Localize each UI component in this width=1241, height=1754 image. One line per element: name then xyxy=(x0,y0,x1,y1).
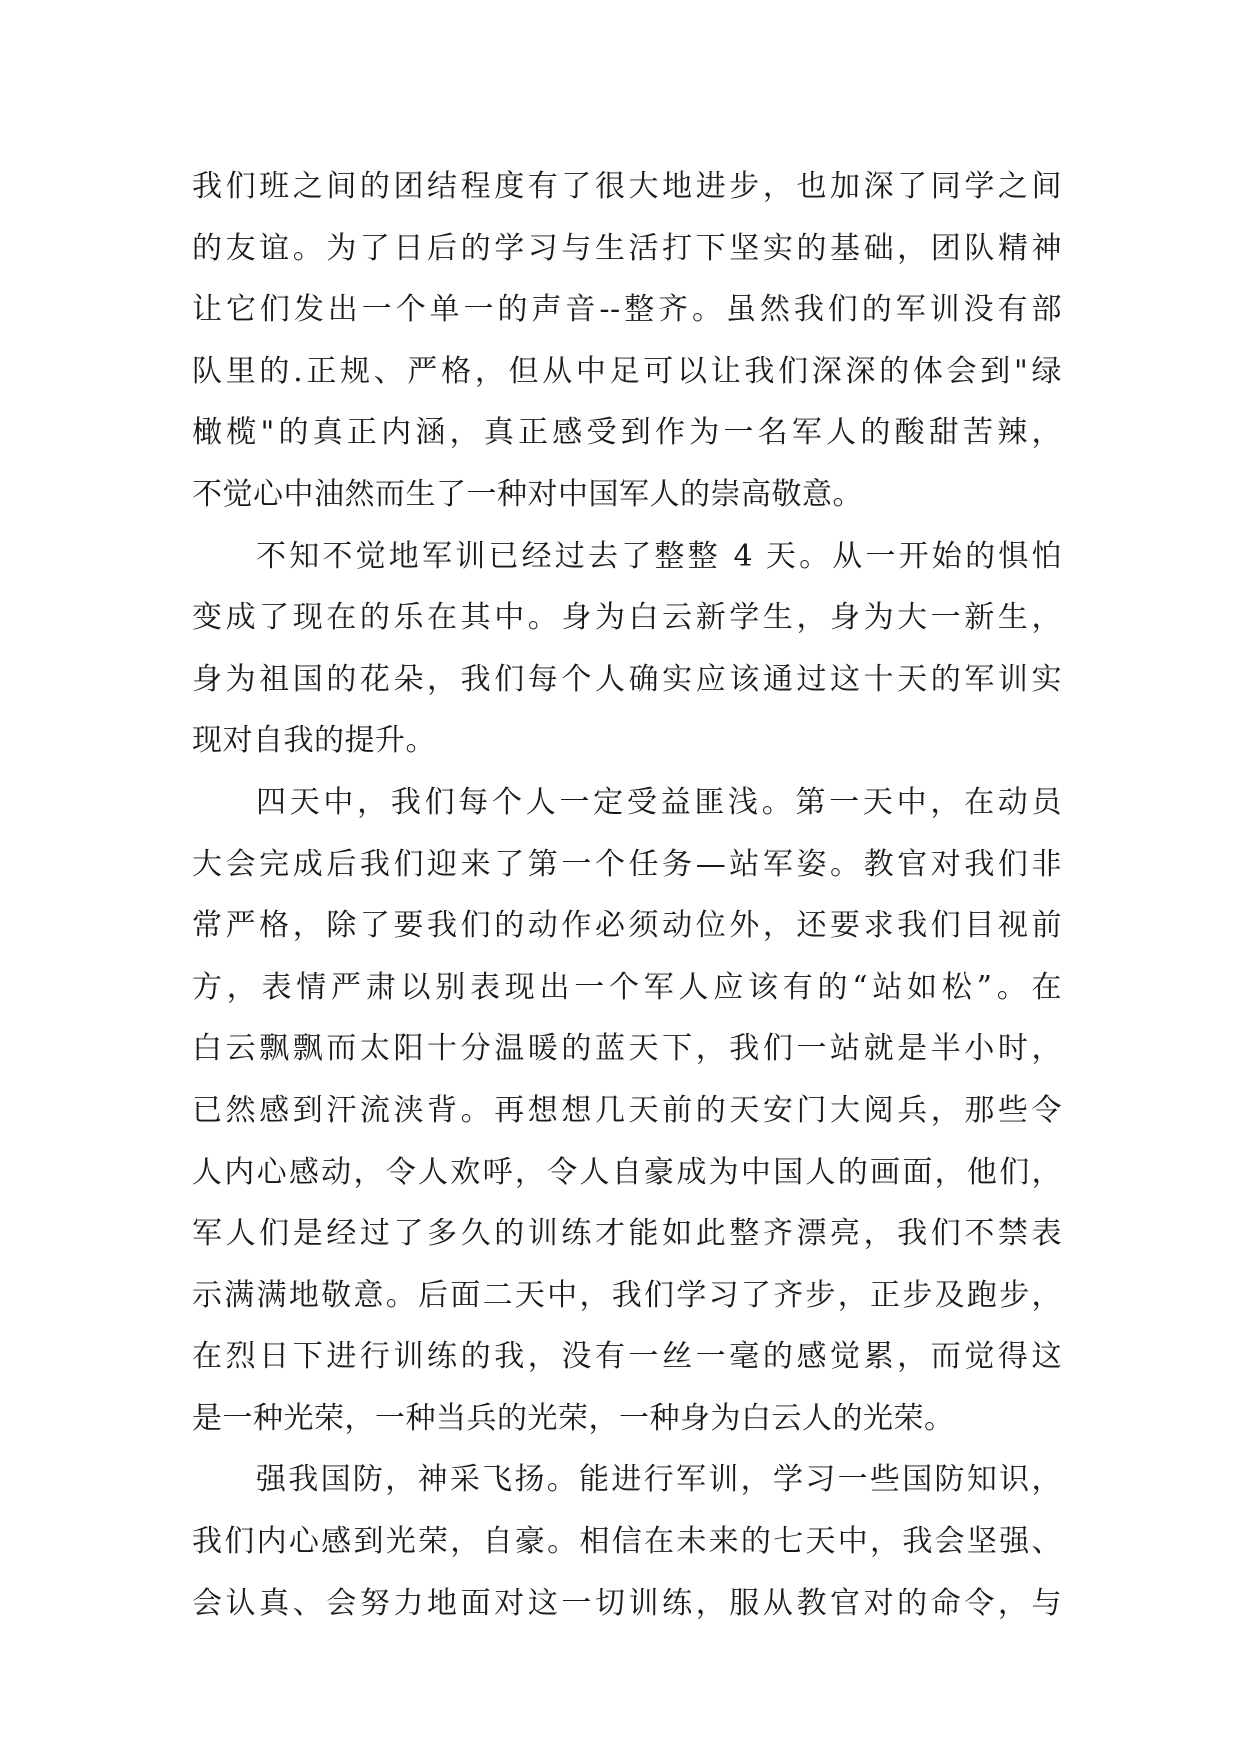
text-line: 已然感到汗流浃背。再想想几天前的天安门大阅兵，那些令 xyxy=(192,1092,1062,1128)
text-line: 军人们是经过了多久的训练才能如此整齐漂亮，我们不禁表 xyxy=(192,1216,1062,1252)
text-line: 大会完成后我们迎来了第一个任务—站军姿。教官对我们非 xyxy=(192,846,1062,882)
text-line: 在烈日下进行训练的我，没有一丝一毫的感觉累，而觉得这 xyxy=(192,1339,1062,1375)
text-line: 白云飘飘而太阳十分温暖的蓝天下，我们一站就是半小时， xyxy=(192,1031,1062,1067)
text-line: 橄榄"的真正内涵，真正感受到作为一名军人的酸甜苦辣， xyxy=(192,415,1062,451)
text-line: 强我国防，神采飞扬。能进行军训，学习一些国防知识， xyxy=(256,1462,1062,1498)
text-line: 四天中，我们每个人一定受益匪浅。第一天中，在动员 xyxy=(256,784,1062,820)
text-line: 会认真、会努力地面对这一切训练，服从教官对的命令，与 xyxy=(192,1585,1062,1621)
text-line: 我们班之间的团结程度有了很大地进步，也加深了同学之间 xyxy=(192,169,1062,204)
document-body xyxy=(192,156,1062,1634)
text-line: 示满满地敬意。后面二天中，我们学习了齐步，正步及跑步， xyxy=(192,1277,1062,1313)
text-line: 身为祖国的花朵，我们每个人确实应该通过这十天的军训实 xyxy=(192,661,1062,697)
text-line: 队里的.正规、严格，但从中足可以让我们深深的体会到"绿 xyxy=(192,353,1062,389)
text-line: 人内心感动，令人欢呼，令人自豪成为中国人的画面，他们， xyxy=(192,1154,1062,1190)
text-line: 是一种光荣，一种当兵的光荣，一种身为白云人的光荣。 xyxy=(192,1400,955,1436)
text-line: 变成了现在的乐在其中。身为白云新学生，身为大一新生， xyxy=(192,600,1062,636)
text-line: 不知不觉地军训已经过去了整整 4 天。从一开始的惧怕 xyxy=(256,538,1062,574)
text-line: 的友谊。为了日后的学习与生活打下坚实的基础，团队精神 xyxy=(192,230,1062,266)
text-line: 方，表情严肃以别表现出一个军人应该有的“站如松”。在 xyxy=(192,969,1062,1005)
text-line: 不觉心中油然而生了一种对中国军人的崇高敬意。 xyxy=(192,476,863,512)
text-line: 常严格，除了要我们的动作必须动位外，还要求我们目视前 xyxy=(192,908,1062,944)
text-line: 我们内心感到光荣，自豪。相信在未来的七天中，我会坚强、 xyxy=(192,1524,1062,1560)
text-line: 现对自我的提升。 xyxy=(192,723,436,759)
text-line: 让它们发出一个单一的声音--整齐。虽然我们的军训没有部 xyxy=(192,292,1062,328)
